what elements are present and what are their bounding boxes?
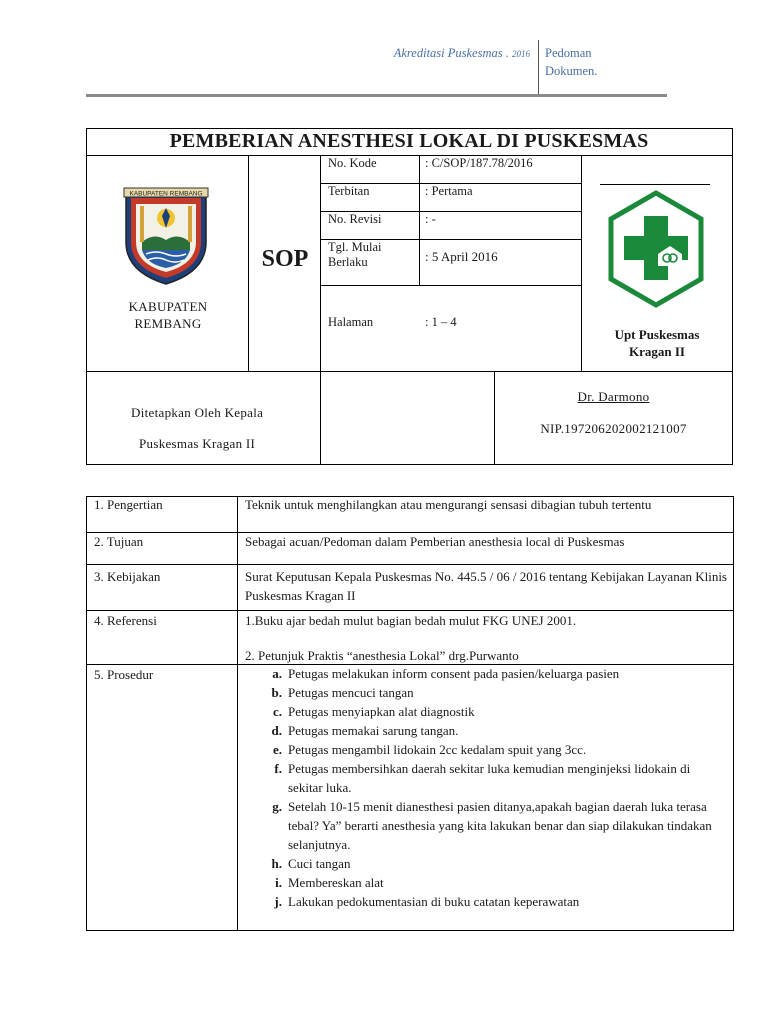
- logo-col-divider: [248, 155, 249, 371]
- procedure-step: [250, 664, 720, 683]
- field-value-kode: : C/SOP/187.78/2016: [425, 156, 533, 170]
- procedure-step-letter: g.: [272, 799, 282, 814]
- sop-col-divider: [320, 155, 321, 465]
- procedure-step: [250, 721, 720, 740]
- procedure-steps: [250, 664, 720, 911]
- sop-title: PEMBERIAN ANESTHESI LOKAL DI PUSKESMAS: [169, 130, 649, 152]
- header-accreditation-text: Akreditasi Puskesmas .: [393, 46, 509, 60]
- procedure-step-letter: e.: [272, 742, 282, 757]
- signer-nip: NIP.197206202002121007: [540, 421, 687, 436]
- procedure-label-col-divider: [237, 496, 238, 931]
- approved-by-line1: Ditetapkan Oleh Kepala: [131, 405, 264, 420]
- field-label-terbitan: Terbitan: [328, 184, 370, 198]
- region-name: [88, 298, 248, 332]
- header-doc-type: [545, 44, 665, 80]
- procedure-step-text: Petugas melakukan inform consent pada pasien/keluarga pasien: [288, 666, 620, 681]
- procedure-step: [250, 797, 720, 854]
- field-value-terbitan: : Pertama: [425, 184, 473, 198]
- procedure-step: [250, 740, 720, 759]
- field-label-kode: No. Kode: [328, 156, 377, 170]
- header-accreditation-year: 2016: [512, 49, 530, 59]
- procedure-step-text: Membereskan alat: [288, 875, 384, 890]
- header-rule: [86, 94, 667, 97]
- section-content-tujuan: Sebagai acuan/Pedoman dalam Pemberian anesthesia local di Puskesmas: [245, 534, 625, 549]
- procedure-step-text: Petugas mengambil lidokain 2cc kedalam spuit yang 3cc.: [288, 742, 587, 757]
- procedure-step: [250, 702, 720, 721]
- procedure-step-text: Setelah 10-15 menit dianesthesi pasien ditanya,apakah bagian daerah luka terasa tebal? Ya” berarti anesthesia yang kita lakukan benar dan siap dilakukan tindakan selanjutnya.: [288, 799, 712, 852]
- reference-2: 2. Petunjuk Praktis “anesthesia Lokal” drg.Purwanto: [245, 648, 519, 663]
- meta-row-divider: [86, 371, 733, 372]
- procedure-step-text: Lakukan pedokumentasian di buku catatan keperawatan: [288, 894, 580, 909]
- header-divider: [538, 40, 539, 96]
- procedure-step-letter: b.: [271, 685, 282, 700]
- field-label-halaman: Halaman: [328, 315, 374, 329]
- section-label-prosedur: 5. Prosedur: [94, 667, 154, 682]
- procedure-step-text: Petugas memakai sarung tangan.: [288, 723, 459, 738]
- procedure-step-letter: i.: [275, 875, 282, 890]
- signer-name: Dr. Darmono: [577, 389, 650, 404]
- procedure-step-letter: j.: [274, 894, 282, 909]
- header-doc-type-line1: Pedoman: [545, 46, 592, 60]
- organization-name-line1: Upt Puskesmas: [614, 327, 700, 342]
- procedure-step: [250, 892, 720, 911]
- field-value-halaman: : 1 – 4: [425, 315, 457, 329]
- organization-name-line2: Kragan II: [629, 344, 685, 359]
- reference-1: 1.Buku ajar bedah mulut bagian bedah mulut FKG UNEJ 2001.: [245, 613, 577, 628]
- section-content-kebijakan: Surat Keputusan Kepala Puskesmas No. 445.5 / 06 / 2016 tentang Kebijakan Layanan Klinis Puskesmas Kragan II: [245, 569, 727, 603]
- field-label-tgl: Tgl. Mulai Berlaku: [328, 240, 382, 269]
- region-name-line2: REMBANG: [134, 316, 202, 331]
- section-label-referensi: 4. Referensi: [94, 613, 157, 628]
- puskesmas-logo-icon: [606, 190, 706, 308]
- section-label-kebijakan: 3. Kebijakan: [94, 569, 161, 584]
- procedure-step-text: Petugas membersihkan daerah sekitar luka kemudian menginjeksi lidokain di sekitar luka.: [288, 761, 691, 795]
- field-row-4-divider: [320, 285, 581, 286]
- procedure-step-letter: f.: [274, 761, 282, 776]
- logo-top-rule: [600, 184, 710, 185]
- procedure-step-text: Cuci tangan: [288, 856, 351, 871]
- procedure-step-letter: h.: [271, 856, 282, 871]
- field-value-tgl: : 5 April 2016: [425, 249, 498, 264]
- procedure-step-letter: c.: [272, 704, 282, 719]
- sop-label: SOP: [261, 246, 309, 272]
- procedure-step: [250, 683, 720, 702]
- field-label-revisi: No. Revisi: [328, 212, 382, 226]
- approved-by-line2: Puskesmas Kragan II: [139, 436, 256, 451]
- procedure-step-letter: d.: [271, 723, 282, 738]
- rembang-emblem-icon: [120, 184, 212, 288]
- title-row-divider: [86, 155, 733, 156]
- procedure-step: [250, 873, 720, 892]
- field-value-revisi: : -: [425, 212, 436, 226]
- section-content-pengertian: Teknik untuk menghilangkan atau mengurangi sensasi dibagian tubuh tertentu: [245, 497, 652, 512]
- procedure-row-2-divider: [86, 564, 734, 565]
- organization-name: [582, 326, 732, 360]
- procedure-step: [250, 854, 720, 873]
- sign-col-divider: [494, 371, 495, 465]
- field-value-col-divider: [419, 155, 420, 285]
- procedure-step-letter: a.: [272, 666, 282, 681]
- section-label-tujuan: 2. Tujuan: [94, 534, 144, 549]
- procedure-step: [250, 759, 720, 797]
- section-label-pengertian: 1. Pengertian: [94, 497, 163, 512]
- procedure-step-text: Petugas menyiapkan alat diagnostik: [288, 704, 475, 719]
- region-name-line1: KABUPATEN: [128, 299, 208, 314]
- emblem-banner-text: KABUPATEN REMBANG: [129, 190, 203, 198]
- header-doc-type-line2: Dokumen.: [545, 64, 598, 78]
- procedure-step-text: Petugas mencuci tangan: [288, 685, 414, 700]
- header-accreditation: [300, 46, 530, 61]
